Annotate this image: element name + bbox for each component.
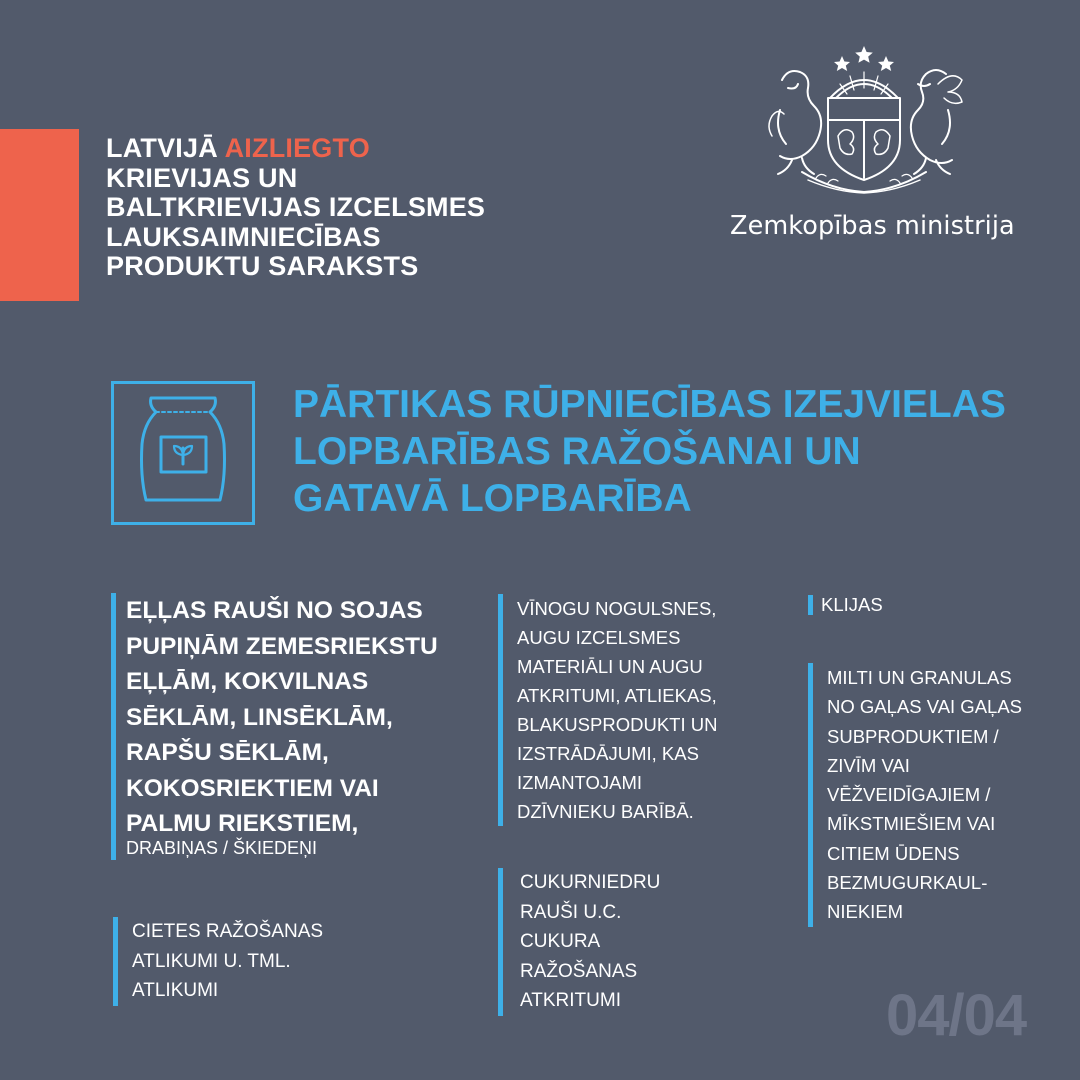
item-line: PUPIŅĀM ZEMESRIEKSTU	[126, 632, 438, 660]
item-line: RAŽOŠANAS	[520, 960, 638, 982]
item-line: SUBPRODUKTIEM /	[827, 725, 999, 747]
title-prefix: LATVIJĀ	[106, 133, 225, 163]
item-line: MILTI UN GRANULAS	[827, 667, 1012, 688]
item-line: MATERIĀLI UN AUGU	[517, 656, 703, 677]
category-title	[293, 381, 1006, 522]
page-indicator: 04/04	[886, 983, 1027, 1048]
item-line: ATLIKUMI	[132, 980, 219, 1001]
item-line: BLAKUSPRODUKTI UN	[517, 714, 718, 735]
item-line: RAUŠI U.C.	[520, 901, 622, 923]
red-accent-bar	[0, 129, 79, 301]
title-line: PRODUKTU SARAKSTS	[106, 251, 419, 281]
item-line: NO GAĻAS VAI GAĻAS	[827, 696, 1023, 718]
title-line: BALTKRIEVIJAS IZCELSMES	[106, 192, 486, 222]
list-item-wine-residues	[498, 594, 717, 826]
title-line: LAUKSAIMNIECĪBAS	[106, 221, 381, 252]
item-line: KOKOSRIEKTIEM VAI	[126, 774, 379, 802]
item-line: CUKURA	[520, 931, 601, 952]
category-icon-frame	[111, 381, 255, 525]
category-title-line: PĀRTIKAS RŪPNIECĪBAS IZEJVIELAS	[293, 383, 1006, 426]
item-line: BEZMUGURKAUL-	[827, 872, 988, 894]
item-line: PALMU RIEKSTIEM,	[126, 810, 359, 837]
item-line: KLIJAS	[821, 594, 883, 615]
item-line: VĒŽVEIDĪGAJIEM /	[827, 784, 991, 806]
latvia-coat-of-arms-icon	[762, 40, 967, 200]
list-item-starch	[113, 917, 323, 1006]
category-title-line: GATAVĀ LOPBARĪBA	[293, 477, 692, 520]
title-highlight: AIZLIEGTO	[224, 133, 370, 163]
item-line: VĪNOGU NOGULSNES,	[517, 598, 717, 619]
item-line: CIETES RAŽOŠANAS	[132, 921, 324, 942]
item-line: IZMANTOJAMI	[517, 772, 643, 793]
item-line: AUGU IZCELSMES	[517, 627, 681, 648]
item-line: MĪKSTMIEŠIEM VAI	[827, 813, 996, 835]
item-line: RAPŠU SĒKLĀM,	[126, 739, 329, 766]
list-item-meal	[808, 663, 1022, 927]
item-line: SĒKLĀM, LINSĒKLĀM,	[126, 703, 393, 731]
title-line: KRIEVIJAS UN	[106, 162, 298, 193]
feed-bag-icon	[114, 384, 252, 522]
item-line: EĻĻĀM, KOKVILNAS	[126, 668, 369, 695]
item-line: ATLIKUMI U. TML.	[132, 950, 291, 972]
item-line: DZĪVNIEKU BARĪBĀ.	[517, 801, 694, 822]
item-note: DRABIŅAS / ŠKIEDEŅI	[126, 837, 318, 858]
item-line: ATKRITUMI, ATLIEKAS,	[517, 685, 717, 706]
item-line: EĻĻAS RAUŠI NO SOJAS	[126, 597, 423, 624]
ministry-name: Zemkopības ministrija	[730, 211, 1015, 241]
item-line: CUKURNIEDRU	[520, 872, 661, 893]
item-line: IZSTRĀDĀJUMI, KAS	[517, 743, 699, 764]
list-item-bran	[808, 595, 883, 615]
item-line: NIEKIEM	[827, 901, 904, 923]
item-line: ATKRITUMI	[520, 990, 621, 1011]
list-item-sugar	[498, 868, 660, 1016]
category-title-line: LOPBARĪBAS RAŽOŠANAI UN	[293, 430, 861, 473]
item-line: CITIEM ŪDENS	[827, 842, 960, 864]
list-item-oilcake	[111, 593, 438, 860]
item-line: ZIVĪM VAI	[827, 754, 910, 776]
page-title	[106, 134, 485, 282]
title-line-1	[106, 134, 485, 164]
